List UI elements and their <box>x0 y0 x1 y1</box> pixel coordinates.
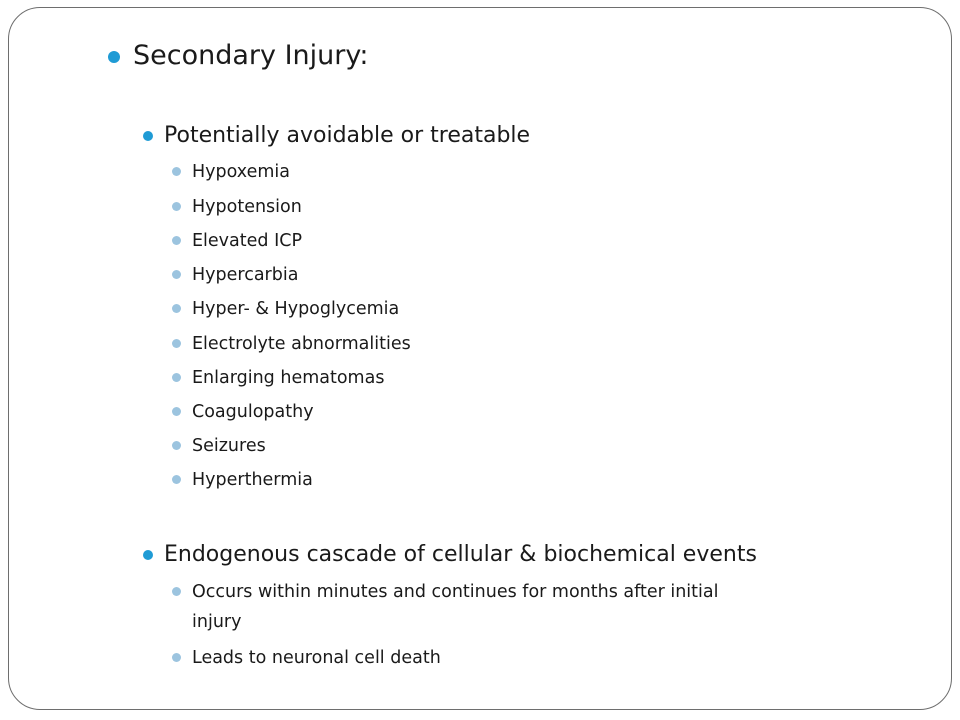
list-item-text: Hypotension <box>192 197 302 217</box>
bullet-icon <box>172 270 181 279</box>
bullet-icon <box>172 167 181 176</box>
section-title-text: Endogenous cascade of cellular & biochemical events <box>164 542 757 567</box>
bullet-icon <box>143 550 153 560</box>
list-item-text: Seizures <box>192 436 266 456</box>
bullet-icon <box>108 51 120 63</box>
list-item-hypercarbia <box>192 263 298 287</box>
list-item-onset <box>192 580 718 604</box>
list-item-text: Hyper- & Hypoglycemia <box>192 299 400 319</box>
section-title-cascade <box>164 541 757 569</box>
bullet-icon <box>172 407 181 416</box>
list-item-text: injury <box>192 612 242 632</box>
heading-text: Secondary Injury: <box>133 40 369 71</box>
section-title-text: Potentially avoidable or treatable <box>164 123 531 148</box>
section-title-avoidable <box>164 122 530 150</box>
list-item-text: Occurs within minutes and continues for months after initial <box>192 582 719 602</box>
list-item-text: Enlarging hematomas <box>192 368 385 388</box>
list-item-text: Hypoxemia <box>192 162 291 182</box>
bullet-icon <box>143 131 153 141</box>
list-item-seizures <box>192 434 266 458</box>
list-item-hypoxemia <box>192 160 290 184</box>
bullet-icon <box>172 339 181 348</box>
list-item-hematomas <box>192 366 384 390</box>
bullet-icon <box>172 373 181 382</box>
slide-heading <box>133 38 368 74</box>
bullet-icon <box>172 304 181 313</box>
slide-frame <box>8 7 952 710</box>
list-item-onset-continued <box>192 610 241 634</box>
list-item-text: Hyperthermia <box>192 470 313 490</box>
bullet-icon <box>172 587 181 596</box>
list-item-hypotension <box>192 195 302 219</box>
list-item-hyperthermia <box>192 468 313 492</box>
list-item-text: Elevated ICP <box>192 231 302 251</box>
bullet-icon <box>172 653 181 662</box>
list-item-text: Leads to neuronal cell death <box>192 648 441 668</box>
list-item-cell-death <box>192 646 441 670</box>
bullet-icon <box>172 202 181 211</box>
list-item-glycemia <box>192 297 399 321</box>
bullet-icon <box>172 475 181 484</box>
list-item-text: Electrolyte abnormalities <box>192 334 411 354</box>
list-item-text: Coagulopathy <box>192 402 314 422</box>
list-item-electrolyte <box>192 332 411 356</box>
list-item-text: Hypercarbia <box>192 265 299 285</box>
bullet-icon <box>172 236 181 245</box>
list-item-coagulopathy <box>192 400 314 424</box>
list-item-elevated-icp <box>192 229 302 253</box>
bullet-icon <box>172 441 181 450</box>
